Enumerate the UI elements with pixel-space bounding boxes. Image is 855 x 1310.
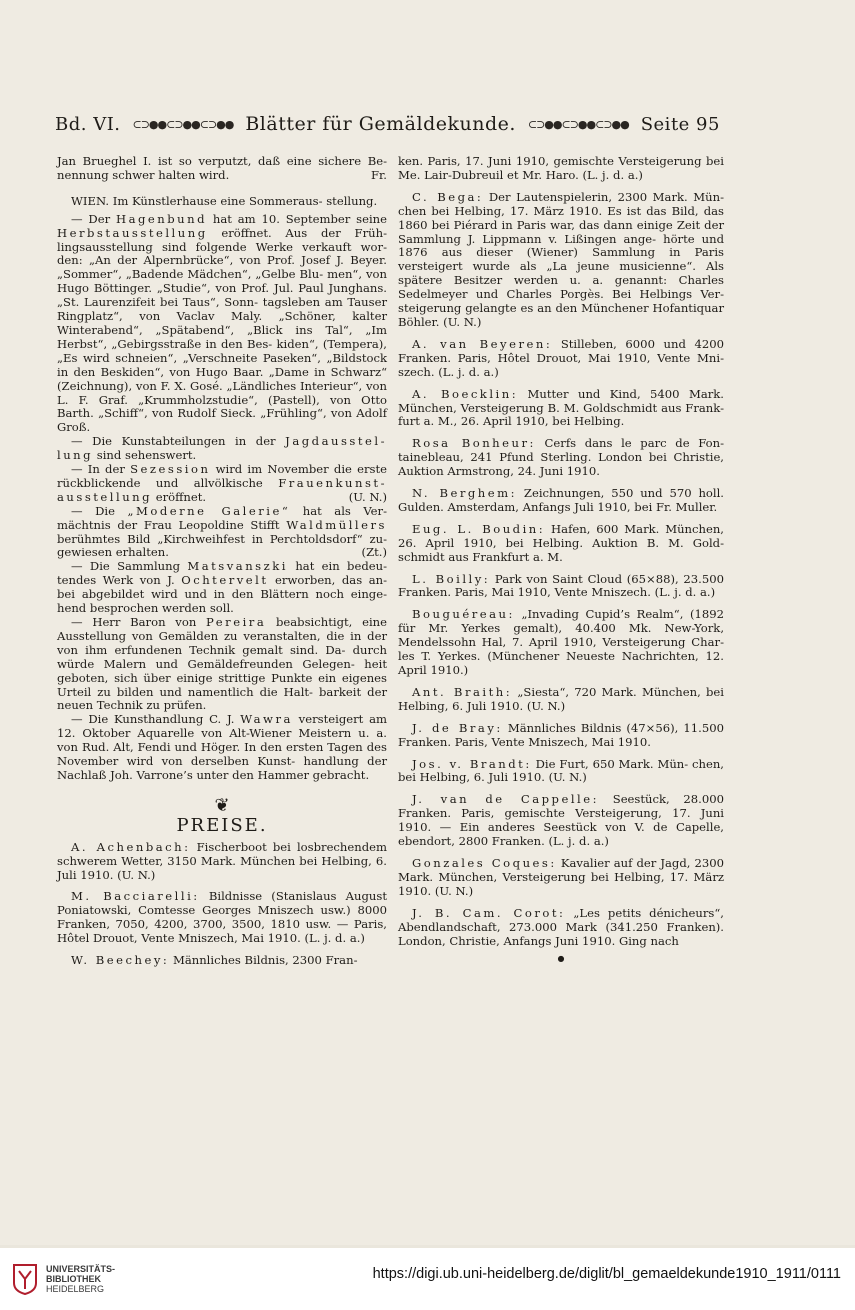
price-entry: Rosa Bonheur: Cerfs dans le parc de Fon- tainebleau, 241 Pfund Sterling. London bei Christie, Auktion Armstrong, 24. Juni 1910. <box>398 436 724 479</box>
page-header <box>55 112 720 136</box>
library-logo[interactable] <box>12 1263 115 1295</box>
volume-label: Bd. VI. <box>55 113 121 135</box>
moderne-galerie-paragraph: — Die „Moderne Galerie“ hat als Ver- mächtnis der Frau Leopoldine Stifft Waldmüllers berühmtes Bild „Kirchweihfest in Perchtoldsdorf“ zu- gewiesen erhalten. (Zt.) <box>57 503 387 560</box>
intro-paragraph: Jan Brueghel I. ist so verputzt, daß eine sichere Be- nennung schwer halten wird. Fr. <box>57 154 387 182</box>
library-name: UNIVERSITÄTS- BIBLIOTHEK HEIDELBERG <box>46 1264 116 1294</box>
price-entry: C. Bega: Der Lautenspielerin, 2300 Mark. Mün- chen bei Helbing, 17. März 1910. Es ist das Bild, das 1860 bei Piérard in Paris war, das dann einige Zeit der Sammlung J. Lippmann v. Lißingen ange- hörte und 1876 aus dieser (Wiener) Sammlung in Paris versteigert wurde als „La jeune musicienne“. Als spätere Besitzer werden u. a. genannt: Charles Sedelmeyer und Charles Porgès. Bei Helbings Ver- steigerung gelangte es an den Münchener Hofantiquar Böhler. (U. N.) <box>398 189 724 329</box>
price-entry: W. Beechey: Männliches Bildnis, 2300 Fran- <box>71 953 358 968</box>
price-entry: J. van de Cappelle: Seestück, 28.000 Franken. Paris, gemischte Versteigerung, 17. Juni 1910. — Ein anderes Seestück von V. de Capelle, ebendort, 2800 Franken. (L. j. d. a.) <box>398 792 724 849</box>
jagd-paragraph: — Die Kunstabteilungen in der Jagdausstel- lung sind sehenswert. <box>57 434 387 463</box>
artist-name: C. Bega: <box>412 189 484 204</box>
viewer-footer <box>0 1248 855 1310</box>
price-entry: N. Berghem: Zeichnungen, 550 und 570 holl. Gulden. Amsterdam, Anfangs Juli 1910, bei Fr. Muller. <box>398 486 724 514</box>
price-entry: L. Boilly: Park von Saint Cloud (65×88), 23.500 Franken. Paris, Mai 1910, Vente Mniszech. (L. j. d. a.) <box>398 571 724 600</box>
artist-name: J. B. Cam. Corot: <box>412 905 566 920</box>
artist-name: Rosa Bonheur: <box>412 436 536 451</box>
section-heading-wien: WIEN. <box>71 193 110 208</box>
page-number: Seite 95 <box>640 113 720 135</box>
artist-name: A. van Beyeren: <box>412 336 553 351</box>
wawra-paragraph: — Die Kunsthandlung C. J. Wawra versteigert am 12. Oktober Aquarelle von Alt-Wiener Meistern u. a. von Rud. Alt, Fendi und Höger. In den ersten Tagen des November wird von derselben Kunst- handlung der Nachlaß Joh. Varrone’s unter den Hammer gebracht. <box>57 712 387 782</box>
artist-name: Jos. v. Brandt: <box>412 756 532 771</box>
artist-name: A. Boecklin: <box>412 386 519 401</box>
source-tag: Fr. <box>371 167 387 182</box>
right-column <box>398 155 724 966</box>
header-ornament-right: ⊂⊃●●⊂⊃●●⊂⊃●● <box>527 117 629 131</box>
price-entry: J. de Bray: Männliches Bildnis (47×56), 11.500 Franken. Paris, Vente Mniszech, Mai 1910. <box>398 720 724 749</box>
matsvanszki-paragraph: — Die Sammlung Matsvanszki hat ein bedeu- tendes Werk von J. Ochtervelt erworben, das an- bei abgebildet wird und in den Blättern noch einge- hend besprochen werden soll. <box>57 559 387 616</box>
journal-title: Blätter für Gemäldekunde. <box>245 113 516 135</box>
price-entry: M. Bacciarelli: Bildnisse (Stanislaus August Poniatowski, Comtesse Georges Mniszech usw.) 8000 Franken, 7050, 4200, 3700, 3500, 1810 usw. — Paris, Hôtel Drouot, Vente Mniszech, Mai 1910. (L. j. d. a.) <box>57 889 387 946</box>
source-tag: (Zt.) <box>361 545 387 560</box>
price-entry: Gonzales Coques: Kavalier auf der Jagd, 2300 Mark. München, Versteigerung bei Helbing, 17. März 1910. (U. N.) <box>398 855 724 898</box>
artist-name: Bouguéreau: <box>412 607 515 622</box>
price-entry: Jos. v. Brandt: Die Furt, 650 Mark. Mün- chen, bei Helbing, 6. Juli 1910. (U. N.) <box>398 756 724 785</box>
artist-name: L. Boilly: <box>412 571 491 586</box>
pereira-paragraph: — Herr Baron von Pereira beabsichtigt, eine Ausstellung von Gemälden zu veranstalten, die in der von ihm erfundenen Technik gemalt sind. Da- durch würde Malern und Gemäldefreunden Gelegen- heit geboten, sich über einige strittige Punkte ein eigenes Urteil zu bilden und namentlich die Halt- barkeit der neuen Technik zu prüfen. <box>57 615 387 713</box>
bullet-icon: ● <box>557 954 565 964</box>
vignette-ornament-icon: ❦ <box>214 794 230 816</box>
library-seal-icon <box>12 1263 38 1295</box>
artist-name: W. Beechey: <box>71 953 170 968</box>
sezession-paragraph: — In der Sezession wird im November die erste rückblickende und allvölkische Frauenkunst- ausstellung eröffnet. (U. N.) <box>57 462 387 504</box>
price-entry: Bouguéreau: „Invading Cupid’s Realm“, (1892 für Mr. Yerkes gemalt), 40.400 Mk. New-York, Mendelssohn Hal, 7. April 1910, Versteigerung Char- les T. Yerkes. (Münchener Neueste Nachrichten, 12. April 1910.) <box>398 607 724 677</box>
artist-name: Ant. Braith: <box>412 684 513 699</box>
artist-name: J. de Bray: <box>412 720 503 735</box>
hagenbund-paragraph: — Der Hagenbund hat am 10. September seine Herbstausstellung eröffnet. Aus der Früh- lingsausstellung sind folgende Werke verkauft wor- den: „An der Alpernbrücke“, von Prof. Josef J. Beyer. „Sommer“, „Badende Mädchen“, „Gelbe Blu- men“, von Hugo Böttinger. „Studie“, von Prof. Jul. Paul Junghans. „St. Laurenzifeit bei Taus“, Sonn- tagsleben am Tauser Ringplatz“, von Vaclav Maly. „Schöner, kalter Winterabend“, „Spätabend“, „Blick ins Tal“, „Im Herbst“, „Gebirgsstraße in den Bes- kiden“, (Tempera), „Es wird schneien“, „Verschneite Paseken“, „Bildstock in den Beskiden“, von Hugo Baar. „Dame in Schwarz“ (Zeichnung), von F. X. Gosé. „Ländliches Interieur“, von L. F. Graf. „Krummholzstudie“, (Pastell), von Otto Barth. „Schiff“, von Rudolf Sieck. „Frühling“, von Adolf Groß. <box>57 211 387 435</box>
section-heading-preise: PREISE. <box>176 814 268 836</box>
price-entry: J. B. Cam. Corot: „Les petits dénicheurs“, Abendlandschaft, 273.000 Mark (341.250 Franken). London, Christie, Anfangs Juni 1910. Ging nach <box>398 905 724 948</box>
artist-name: Gonzales Coques: <box>412 855 557 870</box>
artist-name: Eug. L. Boudin: <box>412 521 546 536</box>
wien-paragraph: WIEN. Im Künstlerhause eine Sommeraus- stellung. <box>71 193 378 208</box>
left-column <box>57 155 387 968</box>
artist-name: J. van de Cappelle: <box>412 792 600 807</box>
artist-name: M. Bacciarelli: <box>71 889 200 904</box>
permalink-url[interactable]: https://digi.ub.uni-heidelberg.de/diglit/bl_gemaeldekunde1910_1911/0111 <box>372 1266 841 1282</box>
price-entry: A. Boecklin: Mutter und Kind, 5400 Mark. München, Versteigerung B. M. Goldschmidt aus Frank- furt a. M., 26. April 1910, bei Helbing. <box>398 386 724 429</box>
continuation-text: ken. Paris, 17. Juni 1910, gemischte Versteigerung bei Me. Lair-Dubreuil et Mr. Haro. (L. j. d. a.) <box>398 154 724 182</box>
header-ornament-left: ⊂⊃●●⊂⊃●●⊂⊃●● <box>132 117 234 131</box>
source-tag: (U. N.) <box>348 489 387 504</box>
price-entry: Ant. Braith: „Siesta“, 720 Mark. München, bei Helbing, 6. Juli 1910. (U. N.) <box>398 684 724 713</box>
artist-name: A. Achenbach: <box>71 839 191 854</box>
price-entry: A. van Beyeren: Stilleben, 6000 und 4200 Franken. Paris, Hôtel Drouot, Mai 1910, Vente Mni- szech. (L. j. d. a.) <box>398 336 724 379</box>
price-entry: Eug. L. Boudin: Hafen, 600 Mark. München, 26. April 1910, bei Helbing. Auktion B. M. Gold- schmidt aus Frankfurt a. M. <box>398 521 724 564</box>
artist-name: N. Berghem: <box>412 486 518 501</box>
price-entry: A. Achenbach: Fischerboot bei losbrechendem schwerem Wetter, 3150 Mark. München bei Helbing, 6. Juli 1910. (U. N.) <box>57 839 387 882</box>
